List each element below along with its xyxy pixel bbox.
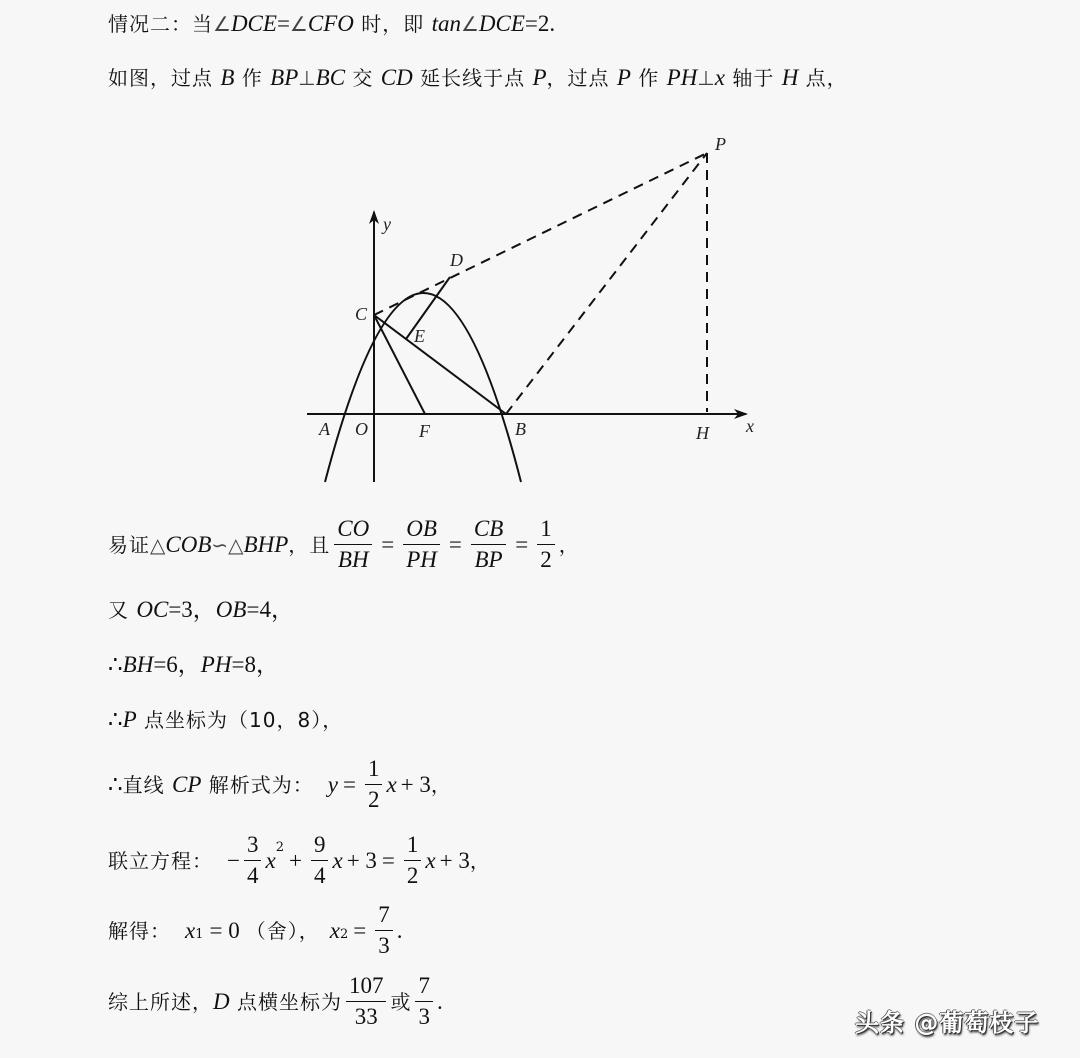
text-line-conclusion bbox=[108, 973, 443, 1030]
math-var: x bbox=[185, 917, 196, 943]
text: 联立方程： bbox=[108, 848, 213, 873]
math-var: CP bbox=[172, 771, 202, 797]
text: ， bbox=[469, 848, 491, 873]
math-var: H bbox=[781, 65, 799, 90]
math-var: P bbox=[616, 65, 631, 90]
numerator: OB bbox=[403, 516, 440, 545]
text: = 0 bbox=[209, 917, 240, 943]
text-line-given-lengths bbox=[108, 596, 294, 624]
fraction-seven-thirds bbox=[415, 973, 433, 1030]
plus: + bbox=[288, 847, 302, 873]
math-var: PH bbox=[666, 65, 698, 90]
math-var: y bbox=[327, 771, 338, 797]
text-line-bh-ph bbox=[108, 651, 279, 679]
math-var: COB bbox=[165, 531, 212, 557]
angle-symbol: ∠ bbox=[289, 12, 308, 36]
label-A: A bbox=[319, 419, 330, 439]
numerator: CO bbox=[334, 516, 372, 545]
segment-CB bbox=[374, 315, 506, 414]
math-var: BP bbox=[270, 65, 299, 90]
numerator: 7 bbox=[415, 973, 433, 1002]
text: 情况二：当 bbox=[108, 12, 213, 36]
segment-DE bbox=[406, 277, 450, 339]
segment-CP-dashed bbox=[374, 153, 707, 315]
text: =3， bbox=[168, 597, 216, 622]
text: 综上所述， bbox=[108, 989, 213, 1014]
equals: = bbox=[353, 917, 367, 943]
denominator: 3 bbox=[378, 933, 390, 958]
denominator: 33 bbox=[354, 1004, 378, 1029]
fraction-OB-PH bbox=[403, 516, 440, 573]
denominator: PH bbox=[406, 547, 437, 572]
math-var: DCE bbox=[230, 11, 277, 36]
label-P: P bbox=[715, 134, 726, 154]
label-B: B bbox=[515, 419, 526, 439]
math-var: OB bbox=[215, 597, 247, 622]
fraction-one-half bbox=[404, 832, 422, 889]
segment-BP-dashed bbox=[506, 153, 707, 414]
fraction-CO-BH bbox=[334, 516, 372, 573]
watermark: 头条 @葡萄枝子 bbox=[855, 1009, 1040, 1037]
text-line-solutions bbox=[108, 902, 402, 959]
triangle-symbol: △ bbox=[150, 532, 166, 557]
numerator: 1 bbox=[404, 832, 422, 861]
perpendicular-symbol: ⊥ bbox=[298, 66, 316, 90]
equals: = bbox=[381, 531, 395, 557]
text-line-system-equation bbox=[108, 832, 491, 889]
math-var: BC bbox=[315, 65, 346, 90]
text: ，且 bbox=[288, 532, 331, 557]
equals: = bbox=[381, 847, 395, 873]
math-var: x bbox=[265, 847, 276, 873]
numerator: 9 bbox=[311, 832, 329, 861]
subscript: 1 bbox=[195, 926, 204, 942]
therefore-symbol: ∴ bbox=[108, 707, 123, 732]
minus: − bbox=[227, 847, 240, 873]
text: . bbox=[436, 988, 443, 1014]
text: + 3 bbox=[400, 771, 431, 797]
label-H: H bbox=[696, 423, 709, 443]
label-E: E bbox=[414, 326, 425, 346]
text: 作 bbox=[630, 66, 667, 90]
triangle-symbol: △ bbox=[228, 532, 244, 557]
label-C: C bbox=[355, 304, 368, 324]
text: 又 bbox=[108, 598, 137, 622]
exponent: 2 bbox=[275, 840, 284, 855]
math-var: P bbox=[122, 707, 137, 732]
fraction-107-33 bbox=[346, 973, 387, 1030]
math-var: B bbox=[220, 65, 235, 90]
math-var: x bbox=[386, 771, 397, 797]
numerator: 1 bbox=[537, 516, 555, 545]
subscript: 2 bbox=[339, 926, 349, 942]
text: 直线 bbox=[122, 772, 172, 797]
text: + 3 bbox=[439, 847, 470, 873]
math-var: x bbox=[329, 917, 340, 943]
label-D: D bbox=[450, 250, 463, 270]
angle-symbol: ∠ bbox=[460, 12, 479, 36]
text: 如图，过点 bbox=[108, 66, 221, 90]
text: 或 bbox=[390, 989, 412, 1014]
therefore-symbol: ∴ bbox=[108, 652, 123, 677]
fraction-nine-quarters bbox=[311, 832, 329, 889]
fraction-three-quarters bbox=[244, 832, 262, 889]
fraction-CB-BP bbox=[471, 516, 506, 573]
text: 交 bbox=[345, 66, 381, 90]
text: . bbox=[396, 917, 403, 943]
label-y: y bbox=[383, 214, 391, 234]
denominator: BH bbox=[337, 547, 369, 572]
equals: = bbox=[448, 531, 462, 557]
similar-symbol: ∽ bbox=[211, 532, 229, 557]
math-var: D bbox=[213, 988, 230, 1014]
label-O: O bbox=[355, 419, 368, 439]
numerator: 107 bbox=[346, 973, 387, 1002]
math-var: OC bbox=[136, 597, 169, 622]
text: ，过点 bbox=[546, 66, 617, 90]
math-var: BHP bbox=[243, 531, 289, 557]
math-var: P bbox=[532, 65, 547, 90]
fraction-seven-thirds bbox=[375, 902, 393, 959]
text: 轴于 bbox=[724, 66, 782, 90]
denominator: BP bbox=[474, 547, 503, 572]
geometry-diagram bbox=[0, 0, 1080, 500]
numerator: 7 bbox=[375, 902, 393, 931]
math-var: x bbox=[714, 65, 725, 90]
math-var: PH bbox=[200, 652, 232, 677]
text-line-similarity bbox=[108, 516, 580, 573]
math-var: CFO bbox=[307, 11, 354, 36]
text: ， bbox=[430, 772, 452, 797]
text: 点坐标为（10，8）， bbox=[136, 708, 344, 732]
text-line-p-coordinates bbox=[108, 706, 343, 734]
denominator: 2 bbox=[367, 787, 380, 812]
text: 延长线于点 bbox=[412, 66, 533, 90]
label-x: x bbox=[746, 416, 754, 436]
text-line-line-cp bbox=[108, 756, 452, 813]
denominator: 2 bbox=[540, 547, 552, 572]
denominator: 3 bbox=[418, 1004, 430, 1029]
text: =4， bbox=[246, 597, 294, 622]
math-var: BH bbox=[122, 652, 154, 677]
text: 解得： bbox=[108, 918, 171, 943]
text: =8， bbox=[231, 652, 279, 677]
math-var: DCE bbox=[478, 11, 525, 36]
equals: = bbox=[342, 771, 356, 797]
fraction-one-half bbox=[365, 756, 383, 813]
text: ， bbox=[558, 532, 580, 557]
numerator: 1 bbox=[365, 756, 383, 785]
therefore-symbol: ∴ bbox=[108, 771, 123, 797]
text: 易证 bbox=[108, 532, 150, 557]
fraction-one-half bbox=[537, 516, 555, 573]
denominator: 2 bbox=[406, 863, 419, 888]
text: =2. bbox=[524, 11, 556, 36]
numerator: CB bbox=[471, 516, 506, 545]
denominator: 4 bbox=[313, 863, 326, 888]
text: 点横坐标为 bbox=[229, 989, 342, 1014]
math-func: tan bbox=[431, 11, 461, 36]
text: （舍）， bbox=[245, 918, 320, 943]
text: 点， bbox=[798, 66, 848, 90]
equals: = bbox=[515, 531, 529, 557]
angle-symbol: ∠ bbox=[213, 12, 231, 36]
text: 时，即 bbox=[353, 12, 432, 36]
math-var: x bbox=[425, 847, 436, 873]
math-var: CD bbox=[380, 65, 413, 90]
text: + 3 bbox=[346, 847, 377, 873]
text: 作 bbox=[234, 66, 271, 90]
text: 解析式为： bbox=[201, 772, 314, 797]
equals: = bbox=[276, 11, 290, 36]
denominator: 4 bbox=[246, 863, 259, 888]
math-var: x bbox=[332, 847, 343, 873]
text: =6， bbox=[153, 652, 201, 677]
label-F: F bbox=[419, 421, 430, 441]
perpendicular-symbol: ⊥ bbox=[697, 66, 715, 90]
numerator: 3 bbox=[244, 832, 262, 861]
